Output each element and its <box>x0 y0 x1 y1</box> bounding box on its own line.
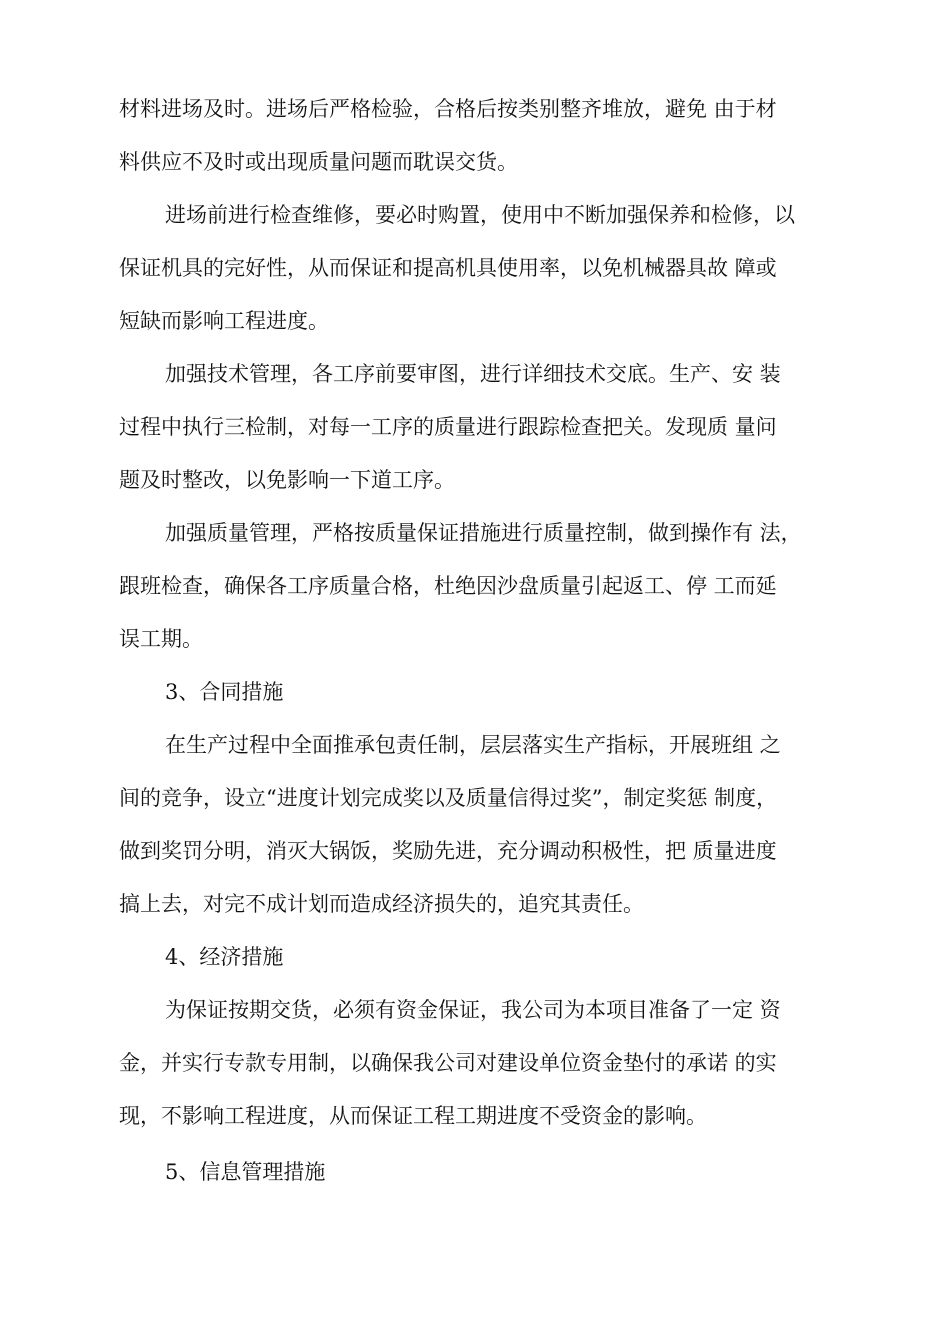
paragraph-line: 加强质量管理，严格按质量保证措施进行质量控制，做到操作有 法， <box>165 521 802 545</box>
paragraph-line: 材料进场及时。进场后严格检验，合格后按类别整齐堆放，避免 由于材 <box>119 97 777 121</box>
paragraph-line: 料供应不及时或出现质量问题而耽误交货。 <box>119 150 518 174</box>
paragraph-line: 保证机具的完好性，从而保证和提高机具使用率，以免机械器具故 障或 <box>119 256 777 280</box>
paragraph-line: 进场前进行检查维修，要必时购置，使用中不断加强保养和检修，以 <box>165 203 795 227</box>
section-heading: 4、经济措施 <box>165 945 284 969</box>
paragraph-line: 搞上去，对完不成计划而造成经济损失的，追究其责任。 <box>119 892 644 916</box>
paragraph-line: 在生产过程中全面推承包责任制，层层落实生产指标，开展班组 之 <box>165 733 781 757</box>
paragraph-line: 过程中执行三检制，对每一工序的质量进行跟踪检查把关。发现质 量问 <box>119 415 777 439</box>
paragraph-line: 误工期。 <box>119 627 203 651</box>
paragraph-line: 题及时整改，以免影响一下道工序。 <box>119 468 455 492</box>
section-heading: 5、信息管理措施 <box>165 1160 326 1184</box>
paragraph-line: 间的竞争，设立“进度计划完成奖以及质量信得过奖”，制定奖惩 制度， <box>119 786 778 810</box>
paragraph-line: 为保证按期交货，必须有资金保证，我公司为本项目准备了一定 资 <box>165 998 781 1022</box>
paragraph-line: 做到奖罚分明，消灭大锅饭，奖励先进，充分调动积极性，把 质量进度 <box>119 839 777 863</box>
paragraph-line: 跟班检查，确保各工序质量合格，杜绝因沙盘质量引起返工、停 工而延 <box>119 574 777 598</box>
section-heading: 3、合同措施 <box>165 680 284 704</box>
paragraph-line: 现，不影响工程进度，从而保证工程工期进度不受资金的影响。 <box>119 1104 707 1128</box>
paragraph-line: 短缺而影响工程进度。 <box>119 309 329 333</box>
paragraph-line: 加强技术管理，各工序前要审图，进行详细技术交底。生产、安 装 <box>165 362 781 386</box>
paragraph-line: 金，并实行专款专用制，以确保我公司对建设单位资金垫付的承诺 的实 <box>119 1051 777 1075</box>
